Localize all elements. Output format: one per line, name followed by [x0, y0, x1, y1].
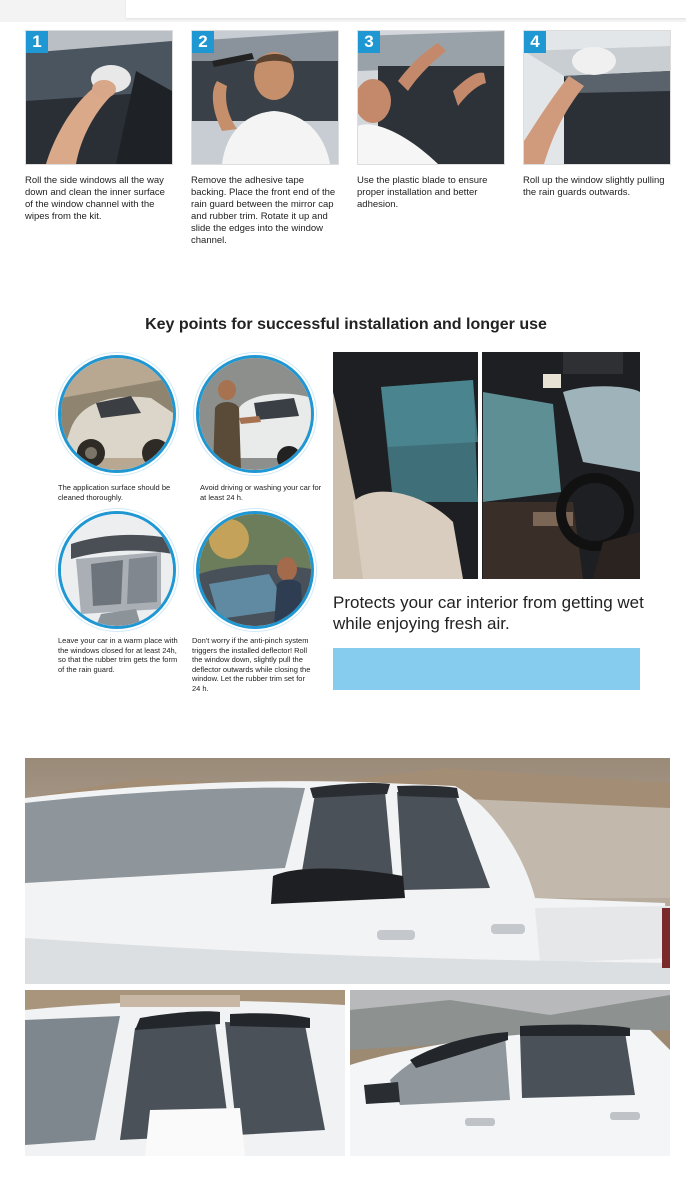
truck-front-window-photo: [25, 990, 345, 1156]
step-number-badge: 1: [26, 31, 48, 53]
deflector-closeup-photo: [58, 511, 176, 629]
driver-window-photo: [196, 511, 314, 629]
blue-accent-bar: [333, 648, 640, 690]
truck-rear-window-photo: [350, 990, 670, 1156]
car-wash-photo: [196, 355, 314, 473]
key-point-4-caption: Don't worry if the anti-pinch system triggers the installed deflector! Roll the window down, slightly pull the deflector outwards while closing the window. Let the rubber trim set for 24 h.: [192, 636, 311, 693]
muddy-car-photo: [58, 355, 176, 473]
truck-side-photo-large: [25, 758, 670, 984]
protect-text: Protects your car interior from getting wet while enjoying fresh air.: [333, 593, 644, 633]
key-points-title: Key points for successful installation and longer use: [145, 316, 547, 333]
step-1-text: Roll the side windows all the way down and clean the inner surface of the window channel with the wipes from the kit.: [25, 175, 165, 222]
step-4: [523, 30, 671, 199]
step-number-badge: 3: [358, 31, 380, 53]
car-interior-rain-photo: [333, 352, 640, 579]
step-2-photo: [191, 30, 339, 165]
step-3-text: Use the plastic blade to ensure proper installation and better adhesion.: [357, 175, 488, 210]
step-number-badge: 2: [192, 31, 214, 53]
top-strip: [0, 0, 686, 22]
step-1-photo: [25, 30, 173, 165]
top-strip-segment: [126, 0, 686, 18]
key-point-3-caption: Leave your car in a warm place with the windows closed for at least 24h, so that the rubber trim gets the form of the rain guard.: [58, 636, 178, 674]
step-1: [25, 30, 173, 223]
step-4-photo: [523, 30, 671, 165]
step-2-text: Remove the adhesive tape backing. Place the front end of the rain guard between the mirror cap and rubber trim. Rotate it up and slide the edges into the window channel.: [191, 175, 336, 246]
key-point-1-caption: The application surface should be cleaned thoroughly.: [58, 483, 171, 502]
step-3: [357, 30, 505, 211]
step-4-text: Roll up the window slightly pulling the rain guards outwards.: [523, 175, 665, 198]
step-3-photo: [357, 30, 505, 165]
key-point-2-caption: Avoid driving or washing your car for at least 24 h.: [200, 483, 322, 502]
step-2: [191, 30, 339, 247]
step-number-badge: 4: [524, 31, 546, 53]
